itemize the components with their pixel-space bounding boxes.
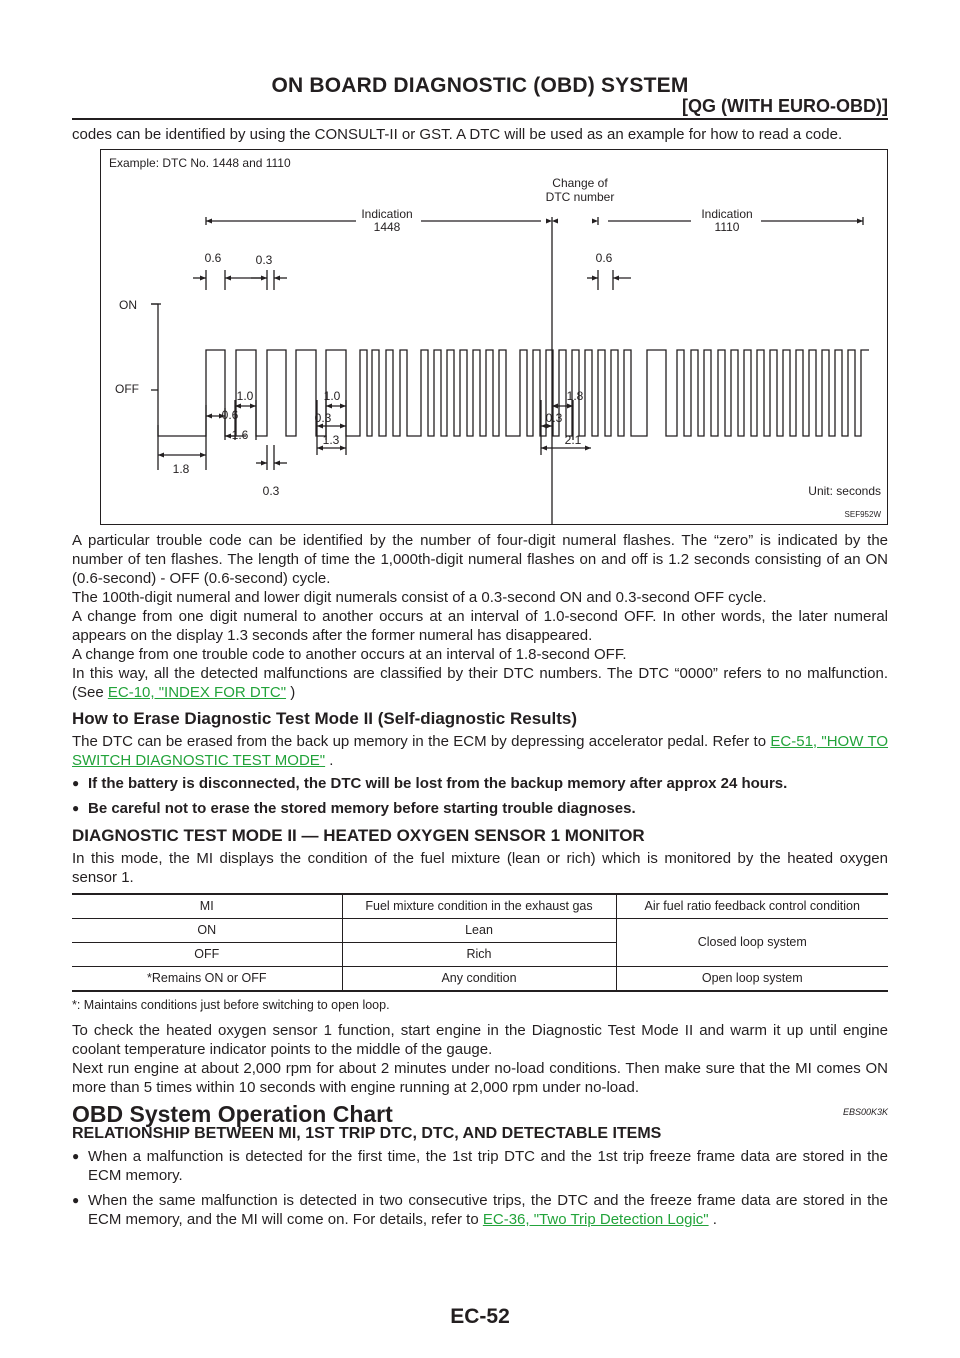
table-cell: OFF: [72, 943, 342, 967]
obd-chart-heading-row: [72, 1101, 888, 1127]
interval-2.1-label: 2.1: [564, 433, 582, 447]
table-cell: *Remains ON or OFF: [72, 967, 342, 992]
mode2-paragraph: In this mode, the MI displays the condition of the fuel mixture (lean or rich) which is monitored by the heated oxygen sensor 1.: [72, 850, 888, 886]
intro-paragraph: codes can be identified by using the CONSULT-II or GST. A DTC will be used as an example for how to read a code.: [72, 126, 843, 143]
bullet-text: When the same malfunction is detected in two consecutive trips, the DTC and the freeze frame data are stored in the ECM memory, and the MI will come on. For details, refer to: [88, 1192, 888, 1228]
flash-waveform: [151, 304, 869, 436]
bullet-end: .: [708, 1211, 717, 1228]
top-0.6-label-b: 0.6: [595, 251, 613, 265]
table-cell: Open loop system: [616, 967, 888, 992]
page-content: [72, 125, 888, 1235]
interval-0.3-label-c: 0.3: [545, 411, 563, 425]
body-paragraph-1: A particular trouble code can be identified by the number of four-digit numeral flashes. The “zero” is indicated by the number of ten flashes. The length of time the 1,000th-digit numeral flashes on and off is 1.2 seconds consisting of an ON (0.6-second) - OFF (0.6-second) cycle.: [72, 532, 888, 587]
interval-1.8-label-b: 1.8: [566, 389, 584, 403]
body-paragraph-4: A change from one trouble code to another occurs at an interval of 1.8-second OFF.: [72, 646, 627, 663]
switch-mode-link[interactable]: EC-51, "HOW TO SWITCH DIAGNOSTIC TEST MODE": [72, 733, 889, 769]
table-cell: Any condition: [342, 967, 616, 992]
top-0.3-label: 0.3: [255, 253, 273, 267]
flash-timing-chart: [101, 150, 887, 524]
change-label-2: DTC number: [545, 190, 615, 204]
table-row: [72, 967, 888, 992]
list-item: ● Be careful not to erase the stored memory before starting trouble diagnoses.: [72, 799, 888, 818]
mode2-check-paragraph: To check the heated oxygen sensor 1 function, start engine in the Diagnostic Test Mode II and warm it up until engine coolant temperature indicator points to the middle of the gauge.: [72, 1022, 888, 1058]
example-label: Example: DTC No. 1448 and 1110: [109, 156, 291, 170]
list-item: [72, 1191, 888, 1229]
indication-1448-label: Indication: [361, 207, 413, 221]
table-footnote: *: Maintains conditions just before switching to open loop.: [72, 998, 390, 1012]
index-for-dtc-link[interactable]: EC-10, "INDEX FOR DTC": [107, 684, 287, 701]
unit-label: Unit: seconds: [808, 484, 881, 498]
two-trip-detection-link[interactable]: EC-36, "Two Trip Detection Logic": [482, 1211, 709, 1228]
interval-1.3-label: 1.3: [322, 433, 340, 447]
paragraph-text: In this way, all the detected malfunctions are classified by their DTC numbers. The DTC “0000” refers to no malfunction. (See: [72, 665, 888, 701]
table-cell: ON: [72, 919, 342, 943]
section-code: EBS00K3K: [842, 1107, 888, 1117]
interval-1.0-label: 1.0: [236, 389, 254, 403]
table-cell: Closed loop system: [616, 919, 888, 967]
interval-1.6-label: 1.6: [231, 428, 249, 442]
table-header-cell: MI: [72, 894, 342, 919]
erase-end: .: [325, 752, 334, 769]
interval-1.8-label: 1.8: [172, 462, 190, 476]
interval-0.3-label: 0.3: [314, 411, 332, 425]
body-paragraph-3: A change from one digit numeral to another occurs at an interval of 1.0-second OFF. In other words, the later numeral appears on the display 1.3 seconds after the former numeral has disappeared.: [72, 608, 888, 644]
erase-bullet-list: [72, 774, 888, 818]
interval-1.0-label-b: 1.0: [323, 389, 341, 403]
list-item: ● When a malfunction is detected for the first time, the 1st trip DTC and the 1st trip freeze frame data are stored in the ECM memory.: [72, 1147, 888, 1185]
section-title: ON BOARD DIAGNOSTIC (OBD) SYSTEM: [271, 74, 689, 97]
figure-code: SEF952W: [844, 510, 881, 519]
body-paragraph-2: The 100th-digit numeral and lower digit numerals consist of a 0.3-second ON and 0.3-second OFF cycle.: [72, 589, 767, 606]
on-label: ON: [119, 298, 137, 312]
obd-bullet-list: [72, 1147, 888, 1229]
table-header-row: [72, 894, 888, 919]
list-item: ● If the battery is disconnected, the DTC will be lost from the backup memory after approx 24 hours.: [72, 774, 888, 793]
erase-heading: How to Erase Diagnostic Test Mode II (Self-diagnostic Results): [72, 709, 578, 728]
table-cell: Rich: [342, 943, 616, 967]
interval-0.3-label-b: 0.3: [262, 484, 280, 498]
mi-condition-table: [72, 893, 888, 992]
off-label: OFF: [115, 382, 139, 396]
header-rule: [72, 118, 888, 120]
code-1110-label: 1110: [714, 220, 740, 234]
table-header-cell: Fuel mixture condition in the exhaust gas: [342, 894, 616, 919]
table-row: [72, 919, 888, 943]
indication-1110-label: Indication: [701, 207, 753, 221]
dtc-flash-diagram: [100, 149, 888, 525]
obd-chart-heading: OBD System Operation Chart: [72, 1101, 393, 1127]
table-cell: Lean: [342, 919, 616, 943]
page-number: EC-52: [450, 1305, 510, 1328]
section-subtitle: [QG (WITH EURO-OBD)]: [682, 96, 888, 116]
body-paragraph-5: [72, 664, 888, 702]
code-1448-label: 1448: [373, 220, 401, 234]
mode2-heading: DIAGNOSTIC TEST MODE II — HEATED OXYGEN SENSOR 1 MONITOR: [72, 826, 645, 845]
erase-text: The DTC can be erased from the back up memory in the ECM by depressing accelerator pedal. Refer to: [72, 733, 771, 750]
table-header-cell: Air fuel ratio feedback control condition: [616, 894, 888, 919]
interval-0.6-label: 0.6: [221, 408, 239, 422]
paragraph-end: ): [286, 684, 296, 701]
relationship-subheading: RELATIONSHIP BETWEEN MI, 1ST TRIP DTC, DTC, AND DETECTABLE ITEMS: [72, 1125, 662, 1142]
erase-paragraph: [72, 732, 888, 770]
top-0.6-label: 0.6: [204, 251, 222, 265]
change-label-1: Change of: [552, 176, 608, 190]
mode2-run-paragraph: Next run engine at about 2,000 rpm for about 2 minutes under no-load conditions. Then make sure that the MI comes ON more than 5 times within 10 seconds with engine running at 2,000 rpm under no-load.: [72, 1060, 888, 1096]
